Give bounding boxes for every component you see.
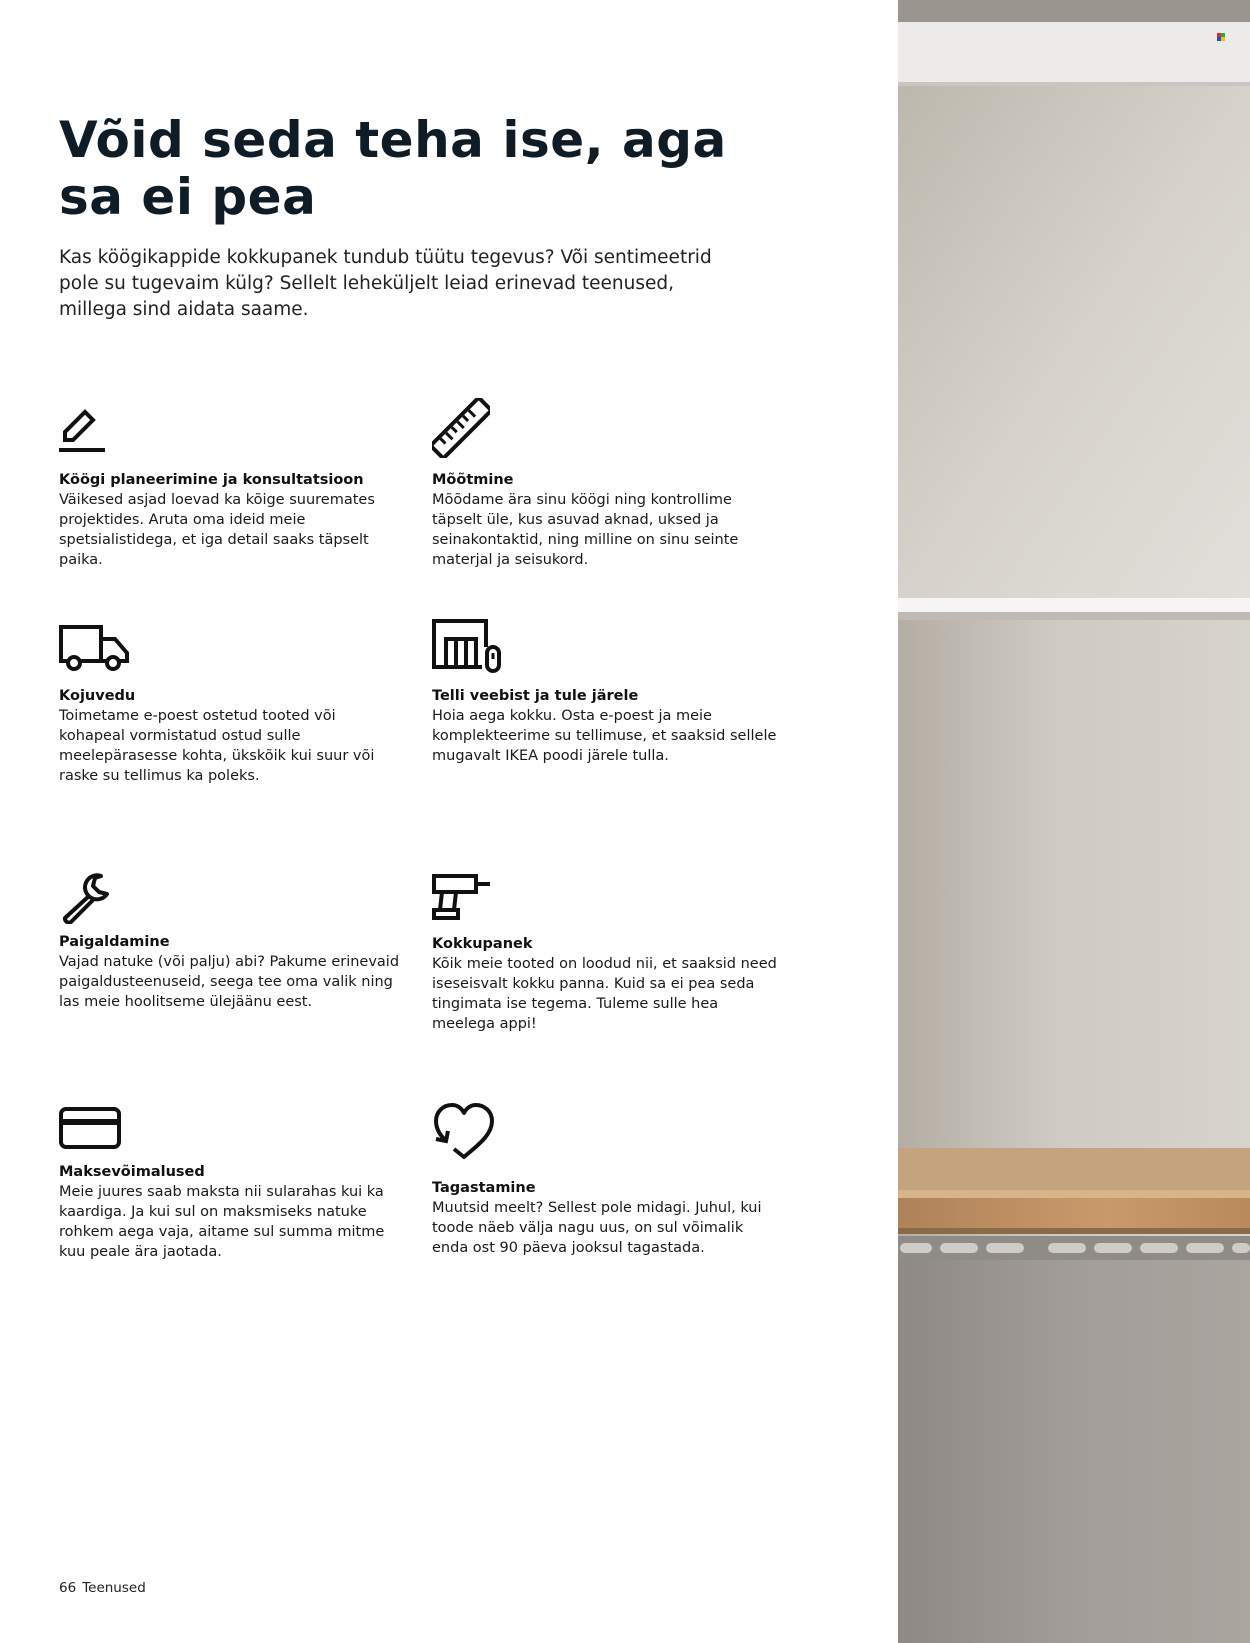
service-text: Kõik meie tooted on loodud nii, et saaksid need iseseisvalt kokku panna. Kuid sa ei pea seda tingimata ise tegema. Tuleme sulle hea meelega appi! bbox=[432, 956, 777, 1032]
intro-paragraph: Kas köögikappide kokkupanek tundub tüütu tegevus? Või sentimeetrid pole su tugevaim külg? Sellelt leheküljelt leiad erinevad teenused, millega sind aidata saame. bbox=[59, 247, 712, 320]
wrench-icon bbox=[59, 872, 113, 924]
page-footer bbox=[59, 1580, 152, 1596]
click-collect-icon bbox=[432, 619, 504, 675]
ruler-icon bbox=[432, 398, 490, 458]
page-title: Võid seda teha ise, aga sa ei pea bbox=[59, 111, 727, 226]
credit-card-icon bbox=[59, 1107, 121, 1149]
service-title: Telli veebist ja tule järele bbox=[432, 688, 639, 704]
service-title: Kokkupanek bbox=[432, 936, 533, 952]
service-title: Paigaldamine bbox=[59, 934, 170, 950]
pencil-icon bbox=[59, 404, 109, 456]
service-text: Mõõdame ära sinu köögi ning kontrollime täpselt üle, kus asuvad aknad, uksed ja seinakontaktid, ning milline on sinu seinte materjal ja seisukord. bbox=[432, 492, 739, 568]
service-title: Tagastamine bbox=[432, 1180, 536, 1196]
service-title: Kojuvedu bbox=[59, 688, 136, 704]
service-text: Muutsid meelt? Sellest pole midagi. Juhul, kui toode näeb välja nagu uus, on sul võimalik enda ost 90 päeva jooksul tagastada. bbox=[432, 1200, 762, 1256]
section-name: Teenused bbox=[82, 1580, 146, 1596]
service-title: Köögi planeerimine ja konsultatsioon bbox=[59, 472, 364, 488]
heart-return-icon bbox=[432, 1103, 496, 1161]
service-text: Vajad natuke (või palju) abi? Pakume erinevaid paigaldusteenuseid, seega tee oma valik ning las meie hoolitseme ülejäänu eest. bbox=[59, 954, 400, 1010]
drill-icon bbox=[432, 874, 492, 922]
service-text: Väikesed asjad loevad ka kõige suuremates projektides. Aruta oma ideid meie spetsialistidega, et iga detail saaks täpselt paika. bbox=[59, 492, 375, 568]
service-title: Maksevõimalused bbox=[59, 1164, 205, 1180]
truck-icon bbox=[59, 625, 131, 673]
service-title: Mõõtmine bbox=[432, 472, 514, 488]
page-number: 66 bbox=[59, 1580, 77, 1596]
service-text: Toimetame e-poest ostetud tooted või kohapeal vormistatud ostud sulle meelepärasesse kohta, ükskõik kui suur või raske su tellimus ka poleks. bbox=[59, 708, 375, 784]
service-text: Meie juures saab maksta nii sularahas kui ka kaardiga. Ja kui sul on maksmiseks natuke rohkem aega vaja, aitame sul summa mitme kuu peale ära jaotada. bbox=[59, 1184, 385, 1260]
kitchen-shelf-photo bbox=[898, 0, 1250, 1643]
logo-mark bbox=[1217, 33, 1225, 41]
service-text: Hoia aega kokku. Osta e-poest ja meie komplekteerime su tellimuse, et saaksid sellele mugavalt IKEA poodi järele tulla. bbox=[432, 708, 777, 764]
photo-illustration bbox=[898, 0, 1250, 1643]
